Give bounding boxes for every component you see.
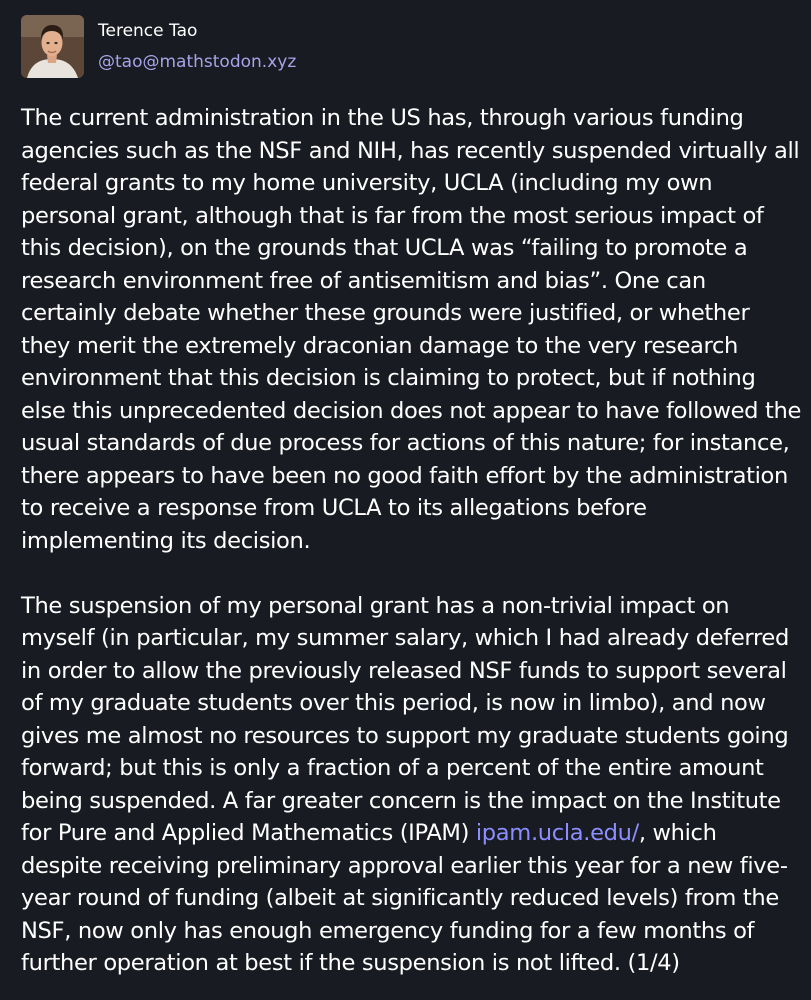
avatar-image bbox=[21, 15, 84, 78]
post-paragraph-2-text-before-link: The suspension of my personal grant has a non-trivial impact on myself (in particular, my summer salary, which I had already deferred in order to allow the previously released NSF funds to support several of my graduate students over this period, is now in limbo), and now gives me almost no resources to support my graduate students going forward; but this is only a fraction of a percent of the entire amount being suspended. A far greater concern is the impact on the Institute for Pure and Applied Mathematics (IPAM) bbox=[21, 592, 789, 846]
post-paragraph-1: The current administration in the US has, through various funding agencies such as the NSF and NIH, has recently suspended virtually all federal grants to my home university, UCLA (including my own personal grant, although that is far from the most serious impact of this decision), on the grounds that UCLA was “failing to promote a research environment free of antisemitism and bias”. One can certainly debate whether these grounds were justified, or whether they merit the extremely draconian damage to the very research environment that this decision is claiming to protect, but if nothing else this unprecedented decision does not appear to have followed the usual standards of due process for actions of this nature; for instance, there appears to have been no good faith effort by the administration to receive a response from UCLA to its allegations before implementing its decision. bbox=[21, 105, 802, 554]
author-display-name[interactable]: Terence Tao bbox=[98, 21, 198, 41]
post-paragraph-2-text-after-link: , which despite receiving preliminary approval earlier this year for a new five-year round of funding (albeit at significantly reduced levels) from the NSF, now only has enough emergency funding for a few months of further operation at best if the suspension is not lifted. (1/4) bbox=[21, 820, 788, 976]
post-paragraph-2 bbox=[21, 590, 801, 980]
post-content bbox=[21, 102, 801, 980]
author-info bbox=[98, 15, 296, 73]
avatar[interactable] bbox=[21, 15, 84, 78]
ipam-link[interactable]: ipam.ucla.edu/ bbox=[475, 820, 639, 846]
post-header bbox=[21, 15, 296, 78]
author-handle[interactable]: @tao@mathstodon.xyz bbox=[98, 52, 297, 72]
